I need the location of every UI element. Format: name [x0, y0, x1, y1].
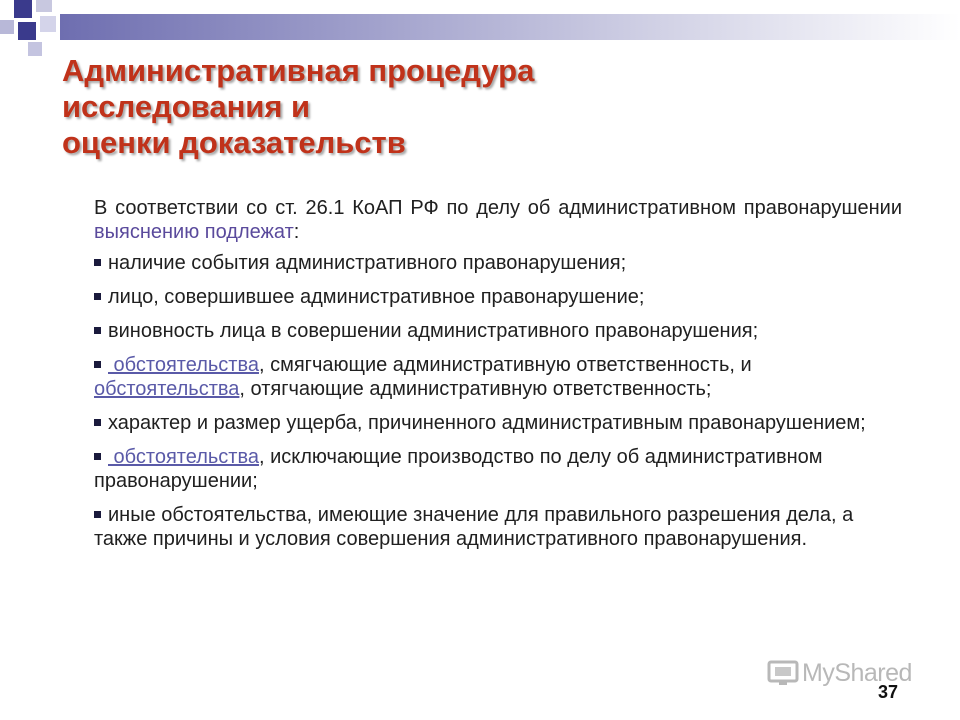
- list-item: [94, 353, 902, 401]
- list-item-text: , исключающие производство по делу об административном правонарушении;: [94, 446, 823, 492]
- deco-square: [0, 20, 14, 34]
- deco-square: [14, 0, 32, 18]
- intro-highlight: выяснению подлежат: [94, 221, 294, 243]
- slide-body: [94, 196, 902, 561]
- intro-colon: :: [293, 221, 300, 243]
- square-bullet-icon: [94, 327, 101, 334]
- list-item-text: лицо, совершившее административное правонарушение;: [108, 286, 645, 308]
- square-bullet-icon: [94, 511, 101, 518]
- circumstances-link[interactable]: обстоятельства: [108, 354, 259, 376]
- list-item-text: характер и размер ущерба, причиненного административным правонарушением;: [108, 412, 866, 434]
- title-line: исследования и: [62, 89, 311, 124]
- title-line: Административная процедура: [62, 53, 535, 88]
- watermark-text: MyShared: [802, 658, 912, 687]
- page-number: 37: [878, 682, 899, 702]
- list-item: [94, 319, 902, 343]
- myshared-logo-icon: [766, 658, 800, 688]
- deco-square: [18, 22, 36, 40]
- items-list: [94, 251, 902, 551]
- list-item-text: виновность лица в совершении административного правонарушения;: [108, 320, 759, 342]
- title-line: оценки доказательств: [62, 125, 406, 160]
- list-item-text: , смягчающие административную ответственность, и: [258, 354, 752, 376]
- list-item: [94, 285, 902, 309]
- list-item: [94, 251, 902, 275]
- intro-paragraph: [60, 196, 902, 244]
- slide-title: [62, 53, 822, 161]
- circumstances-link[interactable]: обстоятельства: [94, 378, 240, 400]
- watermark-logo: [766, 656, 926, 690]
- list-item-text: иные обстоятельства, имеющие значение для правильного разрешения дела, а также причины и условия совершения административного правонарушения.: [94, 504, 854, 550]
- intro-text: В соответствии со ст. 26.1 КоАП РФ по делу об административном правонарушении: [94, 197, 902, 219]
- deco-square: [28, 42, 42, 56]
- square-bullet-icon: [94, 259, 101, 266]
- header-decoration: [0, 0, 960, 60]
- header-gradient-bar: [60, 14, 960, 40]
- deco-square: [36, 0, 52, 12]
- square-bullet-icon: [94, 419, 101, 426]
- square-bullet-icon: [94, 453, 101, 460]
- circumstances-link[interactable]: обстоятельства: [108, 446, 259, 468]
- list-item: [94, 445, 902, 493]
- list-item-text: , отягчающие административную ответственность;: [239, 378, 712, 400]
- list-item-text: наличие события административного правонарушения;: [108, 252, 627, 274]
- list-item: [94, 411, 902, 435]
- square-bullet-icon: [94, 293, 101, 300]
- deco-square: [40, 16, 56, 32]
- square-bullet-icon: [94, 361, 101, 368]
- list-item: [94, 503, 902, 551]
